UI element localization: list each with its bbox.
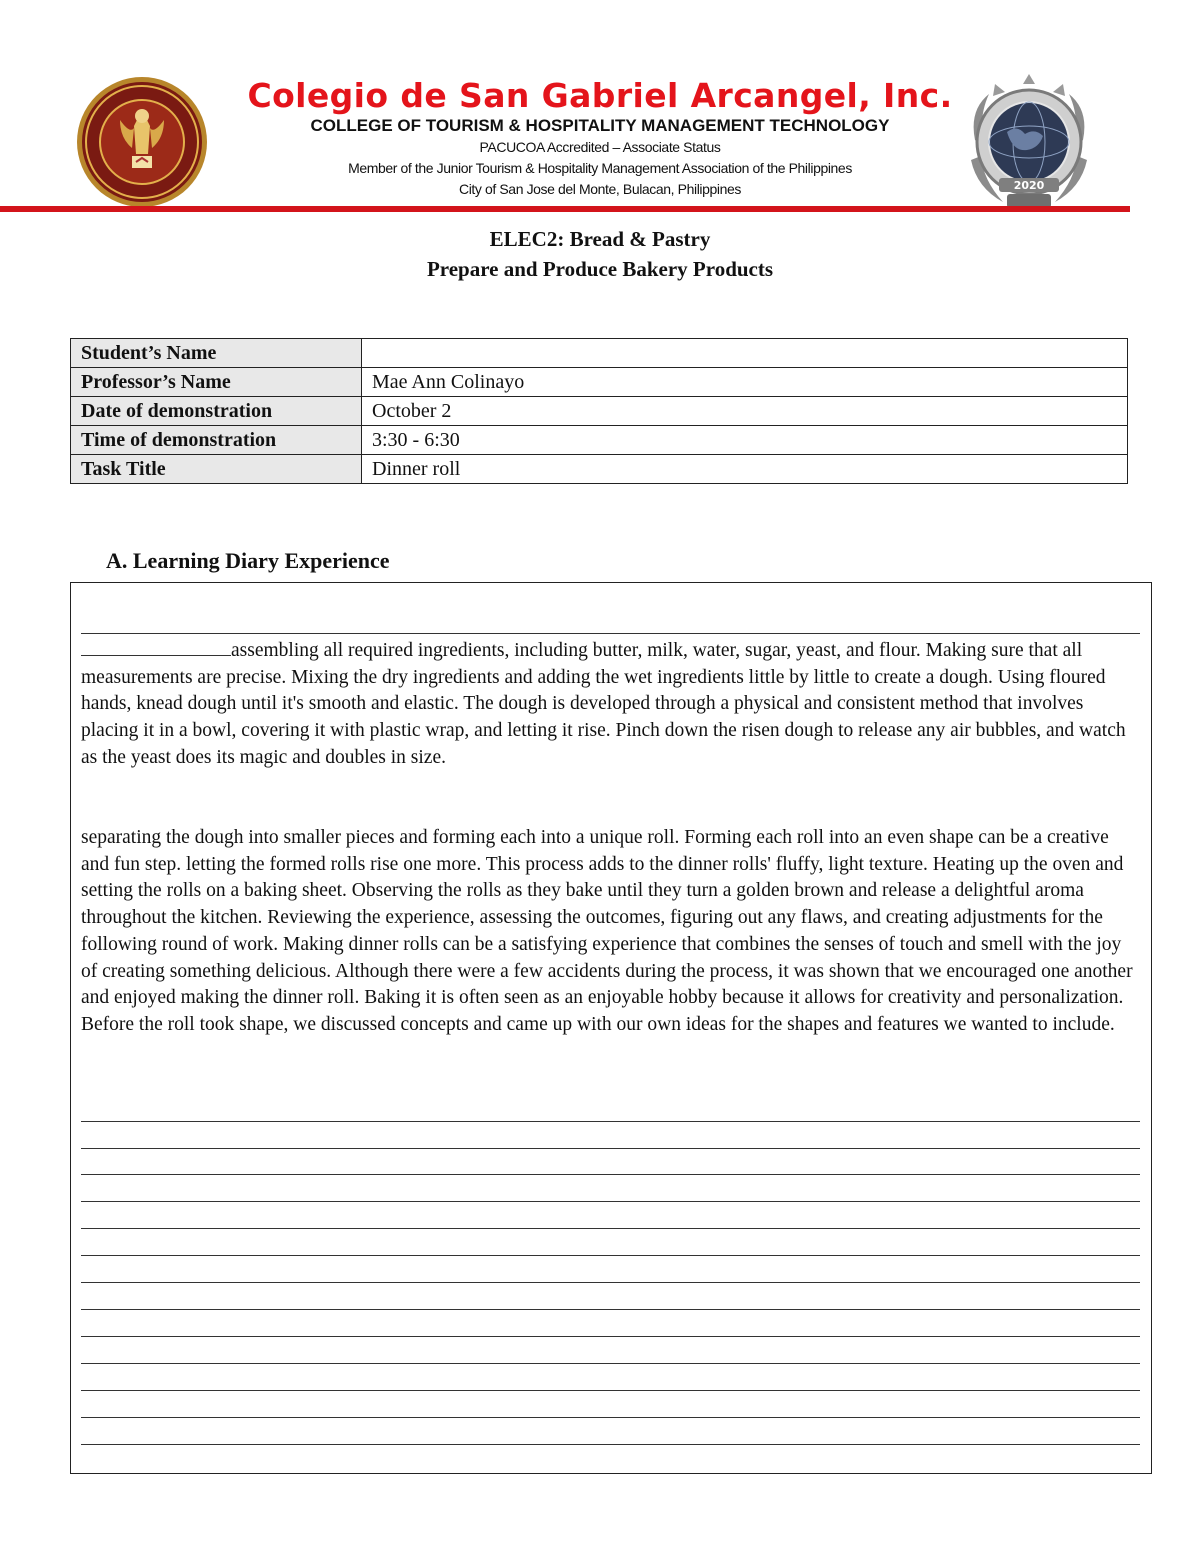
- ruled-line: [81, 1228, 1140, 1229]
- professor-name-value: Mae Ann Colinayo: [362, 368, 1128, 397]
- task-title-value: Dinner roll: [362, 455, 1128, 484]
- table-row: [71, 368, 1128, 397]
- student-name-value: [362, 339, 1128, 368]
- ruled-line: [81, 1363, 1140, 1364]
- time-value: 3:30 - 6:30: [362, 426, 1128, 455]
- table-row: [71, 339, 1128, 368]
- association-badge-icon: [955, 70, 1103, 218]
- course-subtitle: Prepare and Produce Bakery Products: [426, 257, 774, 281]
- section-heading: A. Learning Diary Experience: [106, 548, 390, 573]
- professor-name-label: Professor’s Name: [71, 368, 362, 397]
- diary-paragraph-2: separating the dough into smaller pieces and forming each into a unique roll. Forming each roll into an even shape can be a creative and fun step. letting the formed rolls rise one more. This process adds to the dinner rolls' fluffy, light texture. Heating up the oven and setting the rolls on a baking sheet. Observing the rolls as they bake until they turn a golden brown and release a delightful aroma throughout the kitchen. Reviewing the experience, assessing the outcomes, figuring out any flaws, and creating adjustments for the following round of work. Making dinner rolls can be a satisfying experience that combines the senses of touch and smell with the joy of creating something delicious. Although there were a few accidents during the process, it was shown that we encouraged one another and enjoyed making the dinner roll. Baking it is often seen as an enjoyable hobby because it allows for creativity and personalization. Before the roll took shape, we discussed concepts and came up with our own ideas for the shapes and features we wanted to include.: [81, 827, 1133, 1035]
- membership-line: Member of the Junior Tourism & Hospitality Management Association of the Philippines: [348, 160, 852, 176]
- table-row: [71, 397, 1128, 426]
- school-name: Colegio de San Gabriel Arcangel, Inc.: [247, 76, 953, 115]
- ruled-line: [81, 1201, 1140, 1202]
- table-row: [71, 455, 1128, 484]
- time-label: Time of demonstration: [71, 426, 362, 455]
- college-name: COLLEGE OF TOURISM & HOSPITALITY MANAGEMENT TECHNOLOGY: [310, 116, 890, 135]
- ruled-line: [81, 1255, 1140, 1256]
- task-title-label: Task Title: [71, 455, 362, 484]
- date-value: October 2: [362, 397, 1128, 426]
- ruled-line: [81, 1309, 1140, 1310]
- ruled-line: [81, 1174, 1140, 1175]
- accreditation-line: PACUCOA Accredited – Associate Status: [479, 139, 721, 155]
- info-table: [70, 338, 1128, 484]
- ruled-line: [81, 1121, 1140, 1122]
- ruled-line: [81, 1336, 1140, 1337]
- student-name-label: Student’s Name: [71, 339, 362, 368]
- ruled-line: [81, 1282, 1140, 1283]
- diary-paragraph-1: [81, 637, 1141, 772]
- badge-year: 2020: [1013, 179, 1045, 192]
- ruled-line: [81, 1390, 1140, 1391]
- ruled-line: [81, 1444, 1140, 1445]
- ruled-line: [81, 633, 1140, 634]
- course-title: ELEC2: Bread & Pastry: [489, 227, 711, 251]
- ruled-line: [81, 1148, 1140, 1149]
- school-seal-icon: [76, 76, 208, 208]
- date-label: Date of demonstration: [71, 397, 362, 426]
- fill-blank: [81, 637, 231, 656]
- address-line: City of San Jose del Monte, Bulacan, Philippines: [459, 181, 741, 197]
- header-divider: [0, 206, 1130, 212]
- diary-paragraph-1-text: assembling all required ingredients, including butter, milk, water, sugar, yeast, and flour. Making sure that all measurements are precise. Mixing the dry ingredients and adding the wet ingredients little by little to create a dough. Using floured hands, knead dough until it's smooth and elastic. The dough is developed through a physical and consistent method that involves placing it in a bowl, covering it with plastic wrap, and letting it rise. Pinch down the risen dough to release any air bubbles, and watch as the yeast does its magic and doubles in size.: [81, 640, 1126, 768]
- table-row: [71, 426, 1128, 455]
- ruled-line: [81, 1417, 1140, 1418]
